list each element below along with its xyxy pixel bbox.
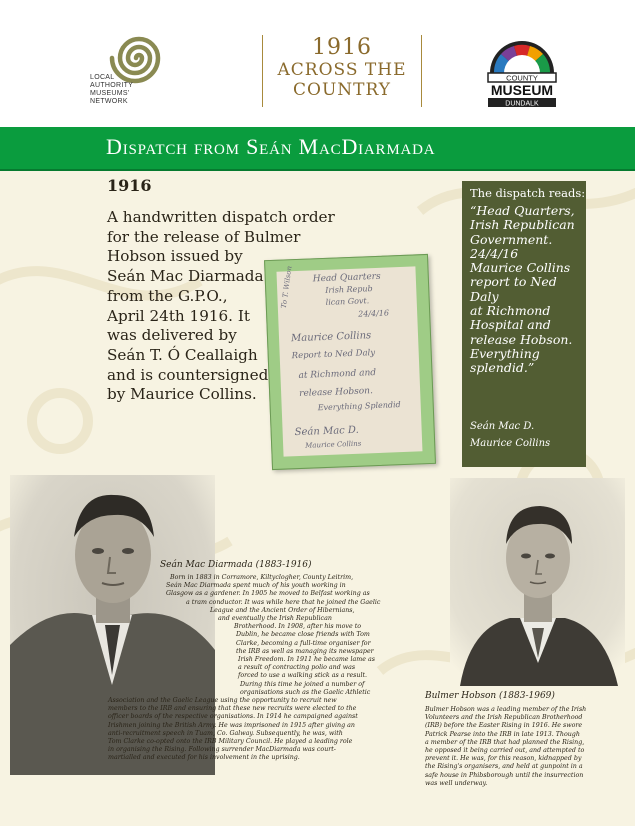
quote-line: 24/4/16 (470, 245, 519, 261)
quote-line: splendid.” (470, 360, 535, 376)
handwriting: Maurice Collins (305, 439, 362, 450)
caption-line: Dublin, he became close friends with Tom (236, 631, 370, 639)
caption-line: Volunteers and the Irish Republican Brotherhood (425, 714, 583, 722)
series-title-year: 1916 (312, 35, 372, 60)
caption-line: Glasgow as a gardener. In 1905 he moved to Belfast working as (166, 590, 370, 598)
county-museum-dundalk-logo-icon (480, 33, 564, 109)
quote-line: release Hobson. (470, 331, 573, 347)
quote-line: “Head Quarters, (470, 203, 575, 218)
dispatch-lead: The dispatch reads: (470, 186, 586, 200)
handwriting: Everything Splendid (317, 400, 401, 413)
caption-line: officer boards of the respective organisations. In 1914 he campaigned against (108, 713, 358, 721)
caption-line: During this time he joined a number of (240, 680, 365, 688)
caption-line: Irishmen joining the British Army. He was imprisoned in 1915 after giving an (108, 721, 355, 729)
dispatch-signature-1: Seán Mac D. (470, 421, 535, 432)
caption-line: in organising the Rising. Following surrender MacDiarmada was court- (108, 746, 336, 754)
handwriting: 24/4/16 (357, 308, 390, 319)
description-line: April 24th 1916. It (107, 306, 250, 325)
caption-line: Seán Mac Diarmada spent much of his youth working in (166, 582, 346, 590)
description-line: A handwritten dispatch order (107, 208, 335, 226)
handwriting: release Hobson. (298, 386, 374, 399)
lamn-line: LOCAL (90, 74, 115, 81)
caption-line: members to the IRB and ensuring that these new recruits were elected to the (108, 705, 357, 713)
quote-line: report to Ned (470, 274, 557, 290)
museum-place-text: DUNDALK (505, 100, 539, 108)
panel-title: Dispatch from Seán MacDiarmada (106, 134, 436, 159)
divider-right (421, 35, 422, 107)
caption-line: Brotherhood. In 1908, after his move to (234, 623, 362, 631)
mac-diarmada-caption-body (108, 574, 408, 763)
caption-line: and eventually the Irish Republican (218, 615, 332, 623)
caption-line: the IRB as well as managing its newspaper (236, 647, 374, 655)
description-line: was delivered by (107, 326, 237, 345)
quote-line: Government. (470, 231, 553, 247)
caption-line: a member of the IRB that had planned the Rising, (425, 738, 585, 746)
dispatch-paper (276, 266, 422, 456)
lamn-line: MUSEUMS' (90, 90, 130, 97)
lamn-line: AUTHORITY (90, 82, 134, 89)
caption-line: (IRB) before the Easter Rising in 1916. He swore (425, 722, 583, 730)
caption-line: the Rising's organisers, and held at gunpoint in a (425, 763, 583, 771)
series-title-line3: COUNTRY (293, 80, 391, 100)
caption-line: a result of contracting polio and was (238, 664, 356, 672)
handwriting: Irish Repub (325, 284, 373, 295)
caption-line: forced to use a walking stick as a result. (238, 672, 368, 680)
caption-line: was well underway. (425, 779, 488, 787)
description-line: and is countersigned (107, 365, 269, 384)
caption-line: organisations such as the Gaelic Athletic (240, 688, 371, 696)
caption-line: he opposed it being carried out, and attempted to (425, 747, 585, 755)
hobson-caption-body (425, 706, 625, 788)
description-line: for the release of Bulmer (107, 227, 301, 246)
handwriting: at Richmond and (298, 368, 377, 381)
caption-line: Bulmer Hobson was a leading member of the Irish (425, 706, 587, 713)
caption-line: Clarke, becoming a full-time organiser for (236, 639, 371, 647)
caption-line: prevent it. He was, for this reason, kidnapped by (425, 755, 582, 763)
handwriting: lican Govt. (325, 296, 370, 307)
quote-line: Daly (470, 288, 499, 304)
caption-line: Tom Clarke co-opted onto the IRB Military Council. He played a leading role (108, 738, 353, 746)
quote-line: Maurice Collins (470, 260, 571, 276)
dispatch-signature-2: Maurice Collins (470, 438, 551, 449)
description-line: by Maurice Collins. (107, 385, 257, 404)
handwriting: Maurice Collins (290, 330, 372, 345)
series-title-line2: ACROSS THE (277, 60, 407, 80)
divider-left (262, 35, 263, 107)
hobson-caption-title: Bulmer Hobson (1883-1969) (425, 691, 555, 701)
description-line: Seán T. Ó Ceallaigh (107, 345, 258, 364)
lamn-logo-text (90, 74, 180, 106)
mac-diarmada-caption-title: Seán Mac Diarmada (1883-1916) (160, 560, 312, 570)
handwriting: To T. Wilson (279, 265, 294, 309)
quote-line: Everything (470, 345, 540, 361)
caption-line: a tram conductor. It was while here that he joined the Gaelic (186, 598, 381, 606)
series-title (264, 36, 420, 100)
quote-line: Irish Republican (470, 217, 575, 233)
caption-line: safe house in Phibsborough until the insurrection (425, 771, 584, 779)
quote-line: Hospital and (470, 317, 551, 333)
dispatch-quote (470, 204, 586, 376)
year-heading: 1916 (107, 176, 152, 195)
caption-line: martialled and executed for his involvement in the uprising. (108, 754, 300, 762)
bulmer-hobson-portrait (450, 478, 625, 686)
handwriting: Head Quarters (312, 271, 381, 285)
handwriting: Report to Ned Daly (291, 348, 376, 362)
caption-line: Born in 1883 in Corramore, Kiltyclogher, County Leitrim, (170, 574, 354, 581)
lamn-line: NETWORK (90, 98, 128, 105)
handwriting: Seán Mac D. (294, 424, 360, 439)
description-line: from the G.P.O., (107, 286, 228, 305)
description-line: Seán Mac Diarmada (107, 267, 264, 286)
caption-line: anti-recruitment speech in Tuam, Co. Galway. Subsequently, he was, with (108, 729, 343, 737)
dispatch-document-photo (264, 254, 436, 470)
caption-line: Patrick Pearse into the IRB in late 1913. Though (425, 730, 580, 738)
description-line: Hobson issued by (107, 247, 243, 266)
museum-county-text: COUNTY (506, 73, 538, 83)
caption-line: League and the Ancient Order of Hibernians, (210, 606, 355, 614)
museum-name-text: MUSEUM (490, 82, 554, 98)
caption-line: Association and the Gaelic League using the opportunity to recruit new (108, 697, 337, 705)
quote-line: at Richmond (470, 303, 551, 319)
caption-line: Irish Freedom. In 1911 he became lame as (238, 656, 375, 664)
